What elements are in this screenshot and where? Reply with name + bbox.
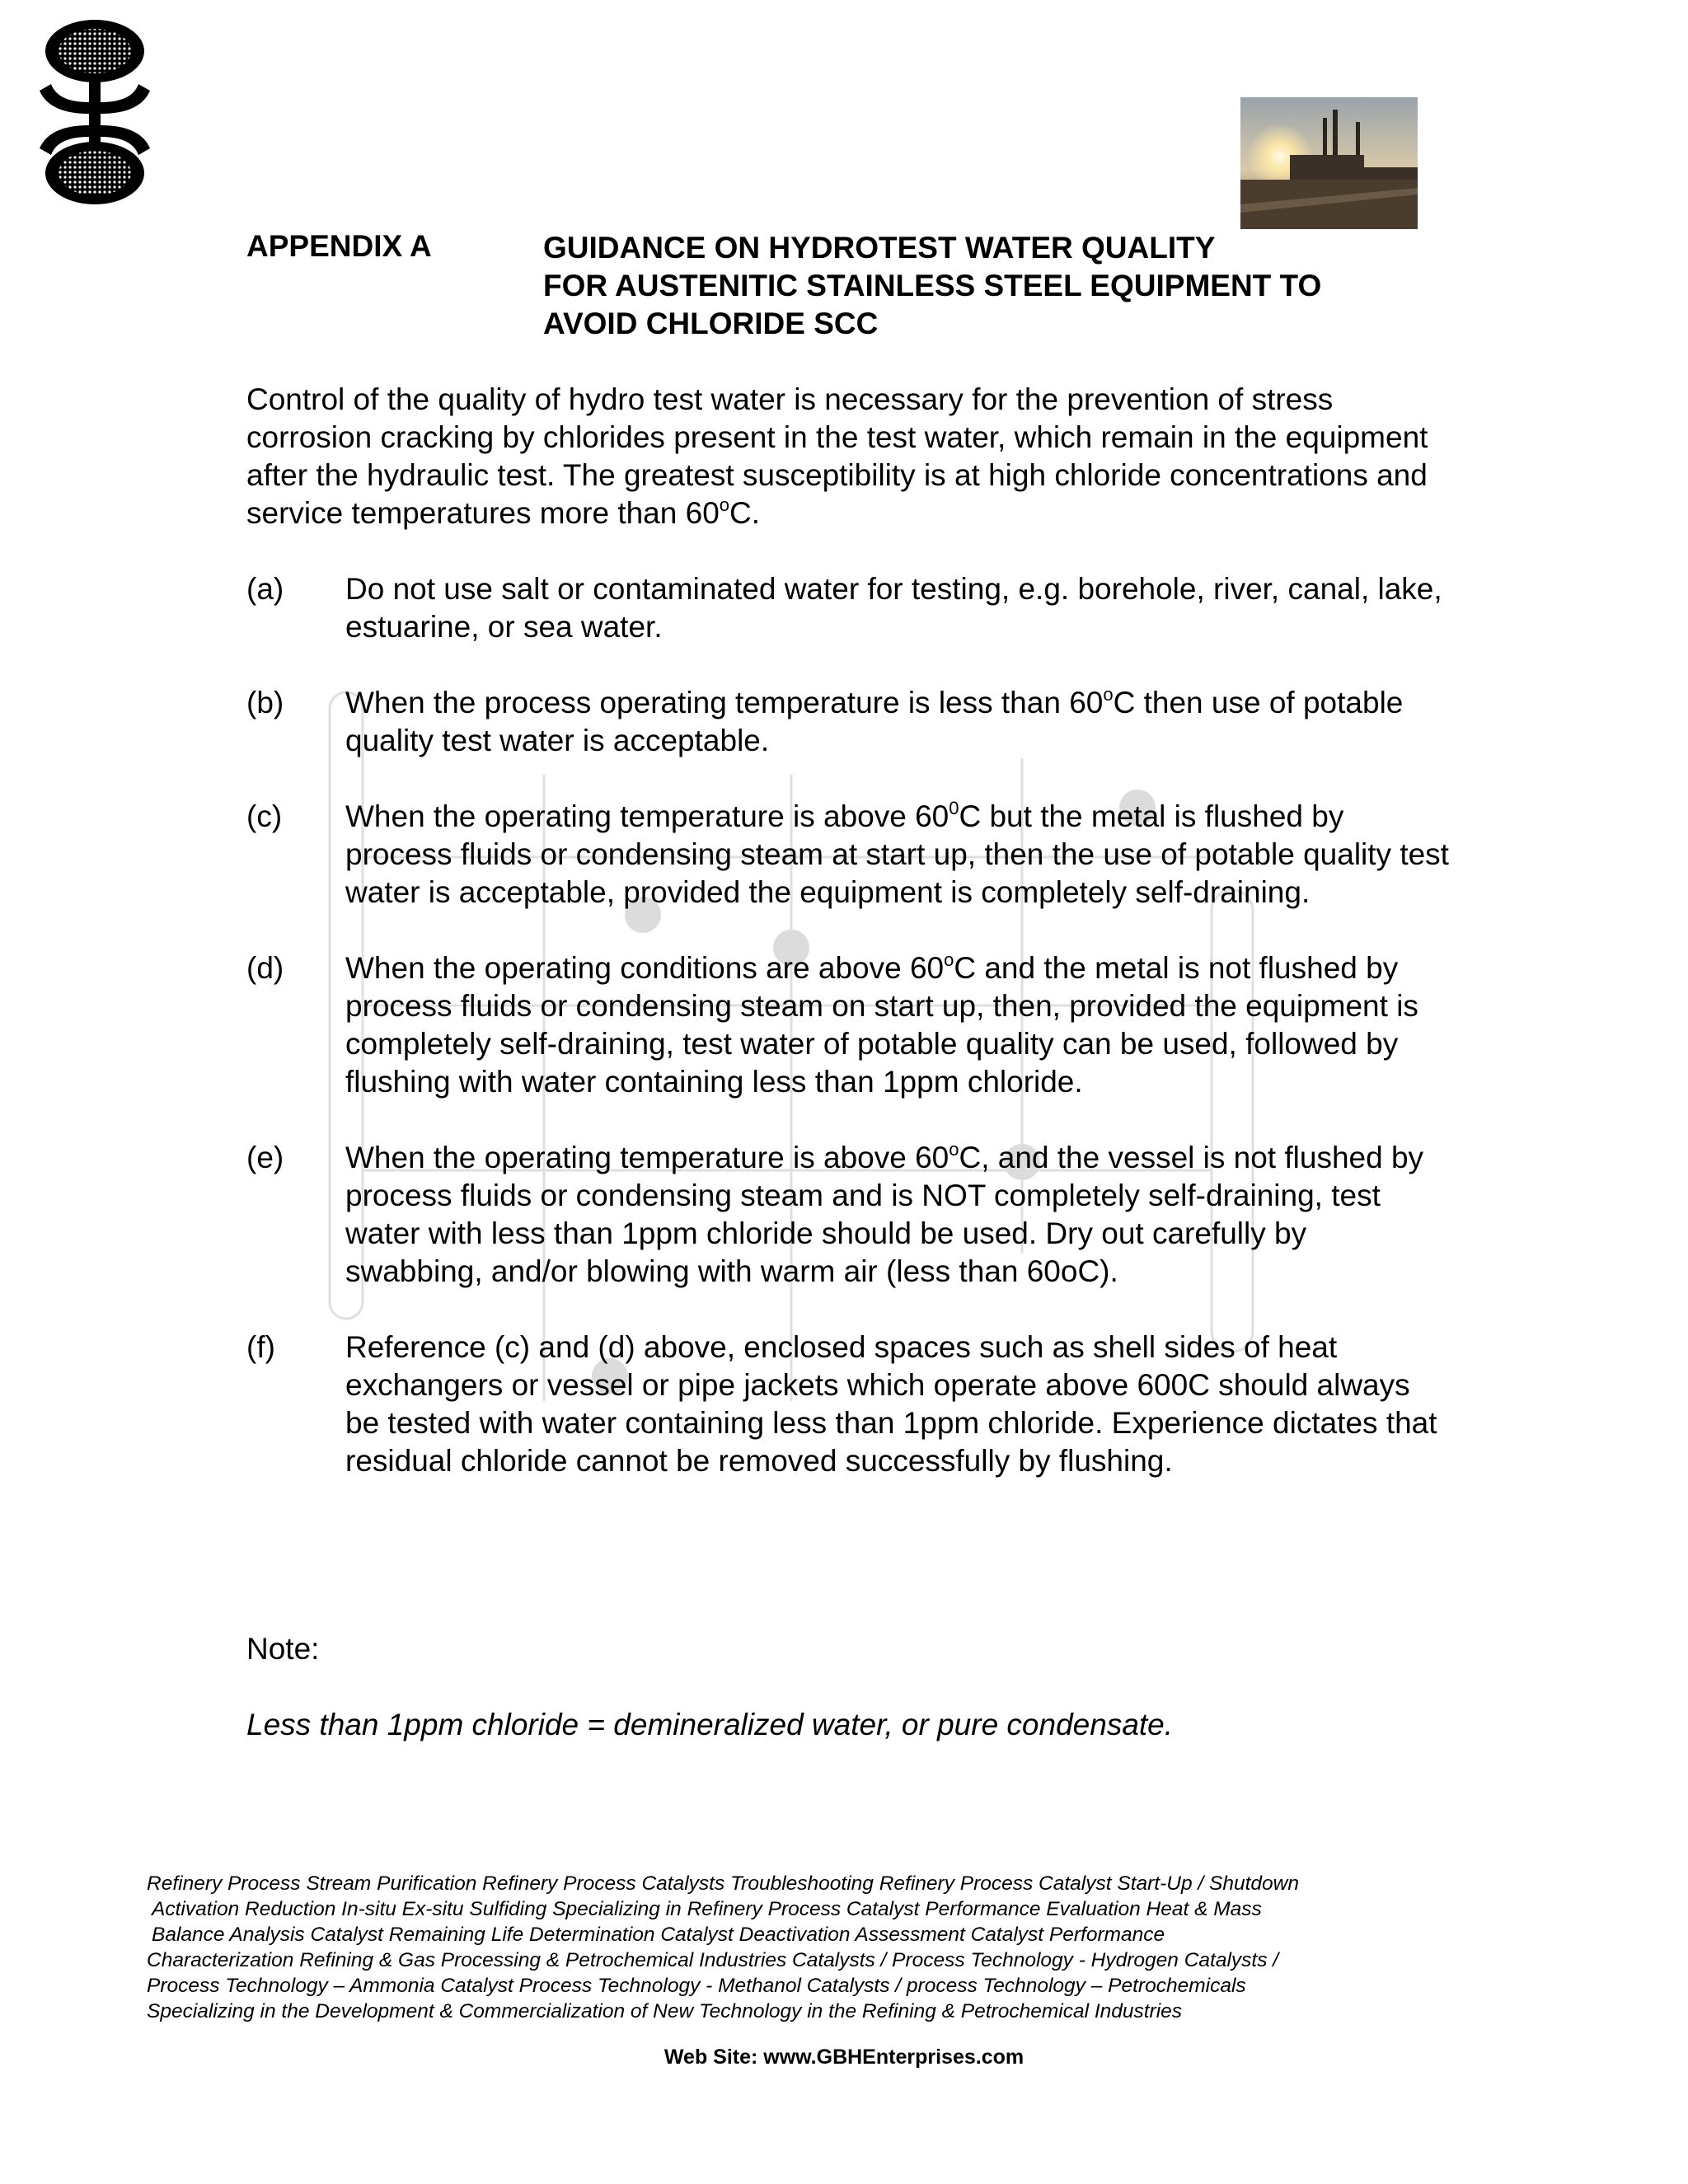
website-link[interactable]: Web Site: www.GBHEnterprises.com: [663, 2046, 1025, 2069]
note-label: Note:: [246, 1632, 320, 1666]
item-text: Reference (c) and (d) above, enclosed spaces such as shell sides of heat exchangers or vessel or pipe jackets which operate above 600C should always be tested with water containing less than 1ppm chloride. Experience dictates that residual chloride cannot be removed successfully by flushing.: [345, 1330, 1437, 1478]
footer-line: Process Technology – Ammonia Catalyst Process Technology - Methanol Catalysts / process Technology – Petrochemicals: [147, 1975, 1246, 1997]
footer-line: Balance Analysis Catalyst Remaining Life Determination Catalyst Deactivation Assessment Catalyst Performance: [152, 1924, 1165, 1946]
list-item: [246, 570, 1450, 646]
footer-line: Refinery Process Stream Purification Refinery Process Catalysts Troubleshooting Refinery Process Catalyst Start-Up / Shutdown: [147, 1872, 1299, 1895]
intro-paragraph: [246, 381, 1450, 532]
item-text: When the operating temperature is above $60^0C$ but the metal is flushed by process fluids or condensing steam at start up, then the use of potable quality test water is acceptable, provided the equipment is completely self-draining.: [345, 798, 1449, 909]
guidance-list: [246, 570, 1450, 1518]
degree-superscript: o: [949, 1139, 959, 1160]
list-item: [246, 949, 1450, 1101]
item-tag: (d): [246, 951, 284, 985]
item-tag: (e): [246, 1141, 284, 1174]
degree-superscript: o: [1103, 684, 1114, 705]
appendix-title: [543, 229, 1321, 343]
refinery-photo: [1240, 97, 1418, 229]
item-text: Do not use salt or contaminated water for testing, e.g. borehole, river, canal, lake, estuarine, or sea water.: [345, 572, 1442, 644]
list-item: [246, 1329, 1450, 1480]
item-tag: (f): [246, 1330, 275, 1364]
appendix-label: APPENDIX A: [246, 229, 432, 263]
list-item: [246, 1139, 1450, 1291]
item-text: When the operating conditions are above 60$^o$C and the metal is not flushed by process fluids or condensing steam on start up, then, provided the equipment is completely self-draining, test water of potable quality can be used, followed by flushing with water containing less than 1ppm chloride.: [345, 949, 1418, 1099]
item-text: When the operating temperature is above 60$^o$C, and the vessel is not flushed by process fluids or condensing steam and is NOT completely self-draining, test water with less than 1ppm chloride should be used. Dry out carefully by swabbing, and/or blowing with warm air (less than 60oC).: [345, 1139, 1424, 1288]
degree-superscript: 0: [949, 798, 959, 818]
footer-services: [147, 1871, 1432, 2024]
intro-text: Control of the quality of hydro test water is necessary for the prevention of stress corrosion cracking by chlorides present in the test water, which remain in the equipment after the hydraulic test. The greatest susceptibility is at high chloride concentrations and service temperatures more than 60: [246, 382, 1428, 530]
degree-superscript: o: [944, 949, 954, 970]
footer-line: Characterization Refining & Gas Processing & Petrochemical Industries Catalysts / Process Technology - Hydrogen Catalysts /: [147, 1949, 1279, 1971]
note-text: Less than 1ppm chloride = demineralized water, or pure condensate.: [246, 1708, 1174, 1741]
intro-text-end: C.: [729, 496, 761, 530]
company-logo: [33, 16, 157, 206]
title-line: FOR AUSTENITIC STAINLESS STEEL EQUIPMENT TO: [543, 269, 1322, 302]
item-tag: (c): [246, 799, 283, 833]
footer-line: Specializing in the Development & Commercialization of New Technology in the Refining & Petrochemical Industries: [147, 2000, 1183, 2022]
item-tag: (b): [246, 686, 284, 719]
item-text: When the process operating temperature is less than 60$^o$C then use of potable quality test water is acceptable.: [345, 684, 1404, 757]
title-line: GUIDANCE ON HYDROTEST WATER QUALITY: [543, 231, 1216, 265]
degree-superscript: o: [719, 494, 730, 515]
title-line: AVOID CHLORIDE SCC: [543, 307, 879, 340]
footer-line: Activation Reduction In-situ Ex-situ Sulfiding Specializing in Refinery Process Catalyst Performance Evaluation Heat & Mass: [152, 1898, 1262, 1920]
item-tag: (a): [246, 572, 284, 606]
list-item: [246, 798, 1450, 912]
list-item: [246, 684, 1450, 760]
